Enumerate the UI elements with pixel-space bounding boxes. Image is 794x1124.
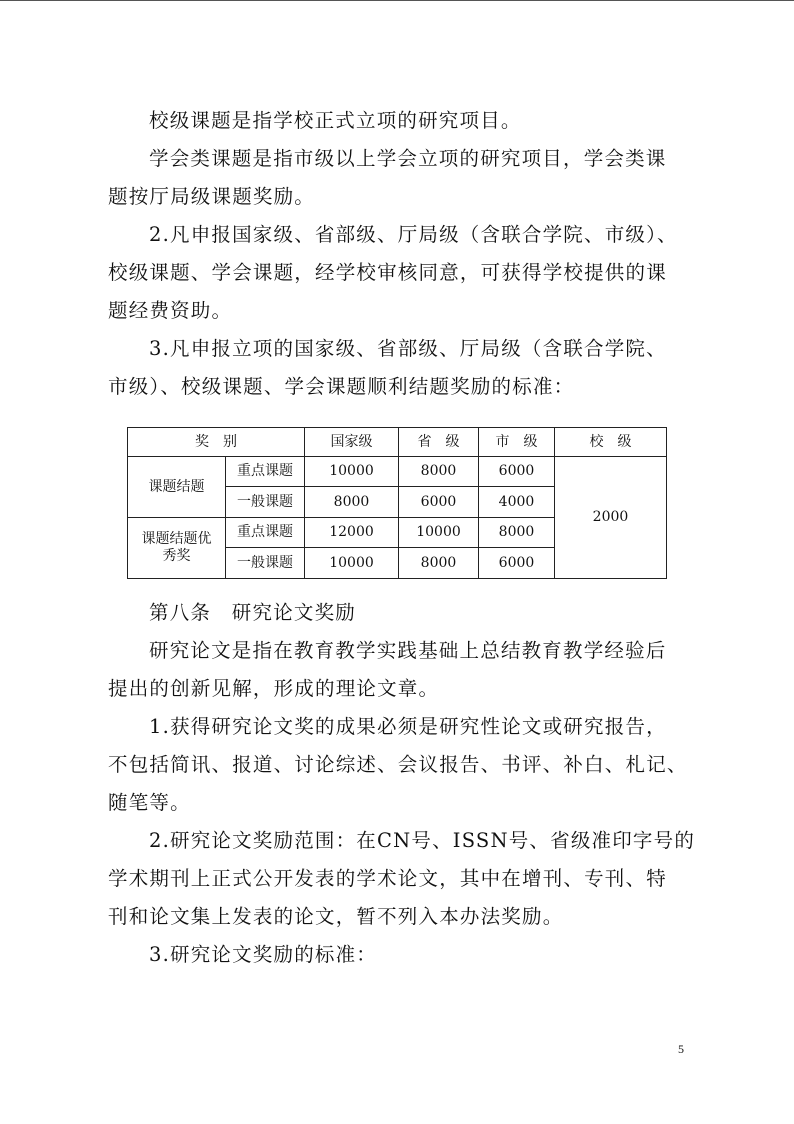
row-type: 一般课题: [226, 487, 305, 518]
cell-provincial: 6000: [399, 487, 479, 518]
group-name: 课题结题: [128, 457, 226, 518]
cell-national: 8000: [305, 487, 399, 518]
text-line: 学术期刊上正式公开发表的学术论文，其中在增刊、专刊、特: [108, 867, 667, 890]
cell-school-value: 2000: [555, 457, 667, 579]
text-line: 校级课题、学会课题，经学校审核同意，可获得学校提供的课: [108, 261, 667, 284]
text-line: 3.研究论文奖励的标准：: [149, 943, 378, 966]
text-line: 3.凡申报立项的国家级、省部级、厅局级（含联合学院、: [149, 337, 667, 360]
section-heading: 第八条 研究论文奖励: [149, 601, 357, 624]
cell-city: 6000: [479, 457, 555, 487]
text-line: 1.获得研究论文奖的成果必须是研究性论文或研究报告，: [149, 715, 667, 738]
cell-national: 10000: [305, 548, 399, 579]
text-line: 2.凡申报国家级、省部级、厅局级（含联合学院、市级）、: [149, 223, 678, 246]
row-type: 重点课题: [226, 457, 305, 487]
text-line: 学会类课题是指市级以上学会立项的研究项目，学会类课: [149, 147, 667, 170]
text-line: 题按厅局级课题奖励。: [108, 185, 316, 208]
page-number: 5: [678, 1042, 684, 1056]
text-line: 提出的创新见解，形成的理论文章。: [108, 677, 440, 700]
header-school: 校 级: [555, 428, 667, 457]
cell-city: 6000: [479, 548, 555, 579]
header-category: 奖 别: [128, 428, 305, 457]
text-line: 随笔等。: [108, 791, 191, 814]
cell-city: 4000: [479, 487, 555, 518]
table-header-row: [128, 428, 667, 457]
text-line: 刊和论文集上发表的论文，暂不列入本办法奖励。: [108, 905, 564, 928]
row-type: 一般课题: [226, 548, 305, 579]
text-line: 校级课题是指学校正式立项的研究项目。: [149, 109, 522, 132]
text-line: 研究论文是指在教育教学实践基础上总结教育教学经验后: [149, 639, 667, 662]
body-text-top: [108, 102, 688, 406]
cell-provincial: 8000: [399, 548, 479, 579]
top-border-line: [0, 0, 794, 1]
cell-national: 10000: [305, 457, 399, 487]
text-line: 市级）、校级课题、学会课题顺利结题奖励的标准：: [108, 375, 575, 398]
award-standard-table: [127, 427, 667, 579]
cell-provincial: 8000: [399, 457, 479, 487]
header-national: 国家级: [305, 428, 399, 457]
text-line: 2.研究论文奖励范围：在CN号、ISSN号、省级准印字号的: [149, 829, 696, 852]
text-line: 题经费资助。: [108, 299, 233, 322]
table-row: [128, 457, 667, 487]
cell-provincial: 10000: [399, 518, 479, 548]
cell-national: 12000: [305, 518, 399, 548]
cell-city: 8000: [479, 518, 555, 548]
header-city: 市 级: [479, 428, 555, 457]
row-type: 重点课题: [226, 518, 305, 548]
group-name: 课题结题优秀奖: [128, 518, 226, 579]
header-provincial: 省 级: [399, 428, 479, 457]
body-text-bottom: [108, 594, 696, 974]
text-line: 不包括简讯、报道、讨论综述、会议报告、书评、补白、札记、: [108, 753, 688, 776]
